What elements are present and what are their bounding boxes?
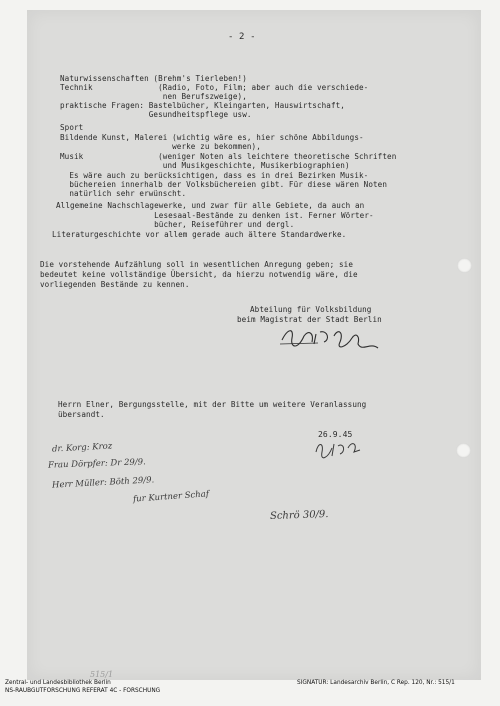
list-line: natürlich sehr erwünscht. <box>60 189 187 198</box>
list-line: Literaturgeschichte vor allem gerade auch ältere Standardwerke. <box>52 230 347 239</box>
note-line: Herrn Elner, Bergungsstelle, mit der Bitte um weitere Veranlassung <box>58 400 367 409</box>
punch-hole-top <box>457 258 472 273</box>
list-line: werke zu bekommen), <box>60 142 261 151</box>
footer-institution: Zentral- und Landesbibliothek Berlin <box>5 680 111 686</box>
handwritten-signature <box>278 322 388 358</box>
list-line: Lesesaal-Bestände zu denken ist. Ferner Wörter- <box>56 211 374 220</box>
footer-signature: SIGNATUR: Landesarchiv Berlin, C Rep. 120, Nr.: 515/1 <box>297 680 455 686</box>
handwritten-line: Schrö 30/9. <box>269 508 329 523</box>
paragraph-line: bedeutet keine vollständige Übersicht, da hierzu notwendig wäre, die <box>40 270 358 279</box>
handwritten-line: Frau Dörpfer: Dr 29/9. <box>47 457 146 471</box>
archive-number: 515/1 <box>90 670 114 679</box>
footer-department: NS-RAUBGUTFORSCHUNG REFERAT 4C - FORSCHUNG <box>5 688 161 694</box>
list-line: Bildende Kunst, Malerei (wichtig wäre es, hier schöne Abbildungs- <box>60 133 364 142</box>
office-line: beim Magistrat der Stadt Berlin <box>237 315 382 324</box>
list-line: bücher, Reiseführer und dergl. <box>56 220 295 229</box>
office-line: Abteilung für Volksbildung <box>250 305 372 314</box>
note-line: übersandt. <box>58 410 105 419</box>
list-line: praktische Fragen: Bastelbücher, Kleingarten, Hauswirtschaft, <box>60 101 345 110</box>
list-line: Technik (Radio, Foto, Film; aber auch die verschiede- <box>60 83 369 92</box>
date-initials <box>312 438 364 460</box>
punch-hole-bottom <box>456 443 471 458</box>
list-line: und Musikgeschichte, Musikerbiographien) <box>60 161 350 170</box>
list-line: Allgemeine Nachschlagewerke, und zwar für alle Gebiete, da auch an <box>56 201 365 210</box>
list-line: Naturwissenschaften (Brehm's Tierleben!) <box>60 74 247 83</box>
list-line: Sport <box>60 123 84 132</box>
paragraph-line: Die vorstehende Aufzählung soll in wesentlichen Anregung geben; sie <box>40 260 354 269</box>
list-line: nen Berufszweige), <box>60 92 247 101</box>
stamp-date: 26.9.45 <box>318 430 353 439</box>
paragraph-line: vorliegenden Bestände zu kennen. <box>40 280 190 289</box>
page-number: - 2 - <box>228 32 256 42</box>
handwritten-line: dr. Korg: Kroz <box>51 441 113 455</box>
handwritten-line: fur Kurtner Schaf <box>132 489 210 505</box>
list-line: Es wäre auch zu berücksichtigen, dass es in drei Bezirken Musik- <box>60 171 369 180</box>
list-line: Musik (weniger Noten als leichtere theoretische Schriften <box>60 152 397 161</box>
handwritten-line: Herr Müller: Böth 29/9. <box>51 475 155 491</box>
list-line: Gesundheitspflege usw. <box>60 110 252 119</box>
list-line: büchereien innerhalb der Volksbüchereien gibt. Für diese wären Noten <box>60 180 388 189</box>
